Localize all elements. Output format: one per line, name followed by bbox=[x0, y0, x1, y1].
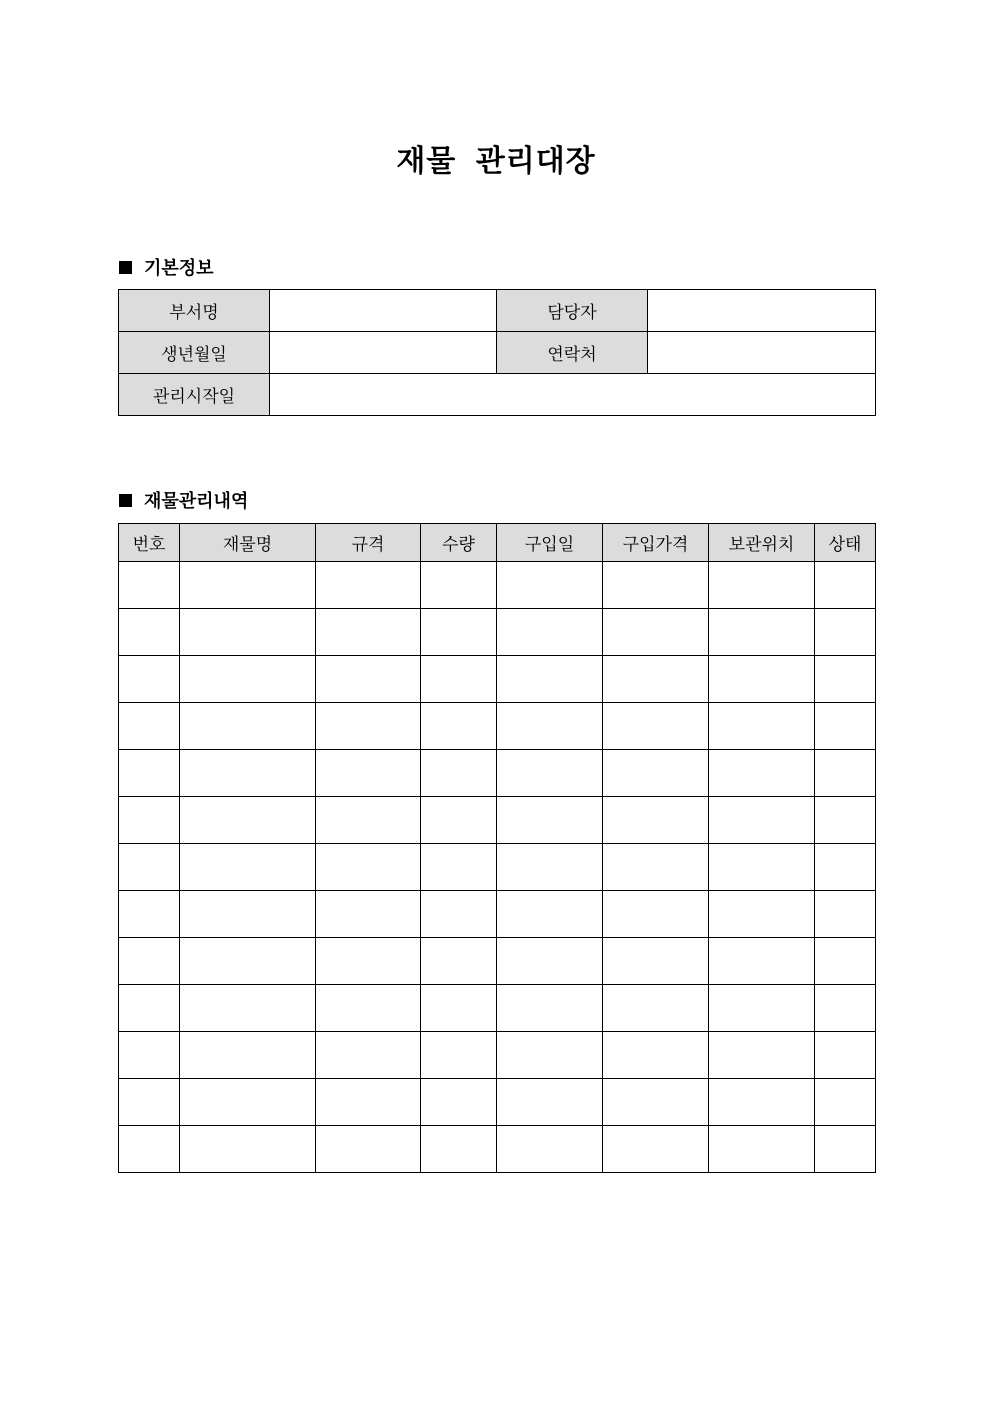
cell-status[interactable] bbox=[815, 891, 876, 938]
cell-spec[interactable] bbox=[316, 985, 421, 1032]
cell-spec[interactable] bbox=[316, 609, 421, 656]
table-row bbox=[119, 1032, 876, 1079]
table-row bbox=[119, 1126, 876, 1173]
cell-quantity[interactable] bbox=[421, 1032, 497, 1079]
cell-asset-name[interactable] bbox=[180, 750, 316, 797]
table-row bbox=[119, 656, 876, 703]
cell-quantity[interactable] bbox=[421, 609, 497, 656]
table-row bbox=[119, 562, 876, 609]
square-bullet-icon bbox=[119, 494, 132, 507]
cell-asset-name[interactable] bbox=[180, 1032, 316, 1079]
cell-number[interactable] bbox=[119, 750, 180, 797]
cell-purchase-date[interactable] bbox=[497, 1032, 603, 1079]
cell-asset-name[interactable] bbox=[180, 844, 316, 891]
cell-storage-location[interactable] bbox=[709, 985, 815, 1032]
cell-spec[interactable] bbox=[316, 1032, 421, 1079]
cell-purchase-price[interactable] bbox=[603, 891, 709, 938]
cell-quantity[interactable] bbox=[421, 797, 497, 844]
cell-asset-name[interactable] bbox=[180, 797, 316, 844]
cell-storage-location[interactable] bbox=[709, 891, 815, 938]
cell-quantity[interactable] bbox=[421, 1126, 497, 1173]
cell-spec[interactable] bbox=[316, 1126, 421, 1173]
cell-quantity[interactable] bbox=[421, 703, 497, 750]
basic-info-table bbox=[118, 289, 876, 416]
column-header-number: 번호 bbox=[119, 524, 180, 562]
cell-asset-name[interactable] bbox=[180, 1079, 316, 1126]
cell-spec[interactable] bbox=[316, 656, 421, 703]
department-field[interactable] bbox=[270, 290, 497, 332]
column-header-purchase-date: 구입일 bbox=[497, 524, 603, 562]
cell-purchase-price[interactable] bbox=[603, 985, 709, 1032]
cell-purchase-date[interactable] bbox=[497, 656, 603, 703]
column-header-asset-name: 재물명 bbox=[180, 524, 316, 562]
cell-status[interactable] bbox=[815, 985, 876, 1032]
cell-purchase-date[interactable] bbox=[497, 985, 603, 1032]
contact-label: 연락처 bbox=[497, 332, 648, 374]
cell-spec[interactable] bbox=[316, 844, 421, 891]
cell-quantity[interactable] bbox=[421, 1079, 497, 1126]
cell-spec[interactable] bbox=[316, 703, 421, 750]
cell-number[interactable] bbox=[119, 656, 180, 703]
cell-purchase-price[interactable] bbox=[603, 750, 709, 797]
cell-purchase-date[interactable] bbox=[497, 1079, 603, 1126]
cell-spec[interactable] bbox=[316, 938, 421, 985]
cell-asset-name[interactable] bbox=[180, 609, 316, 656]
cell-number[interactable] bbox=[119, 703, 180, 750]
table-row bbox=[119, 703, 876, 750]
table-row bbox=[119, 797, 876, 844]
cell-purchase-price[interactable] bbox=[603, 1032, 709, 1079]
start-date-label: 관리시작일 bbox=[119, 374, 270, 416]
basic-info-heading bbox=[119, 254, 214, 280]
cell-quantity[interactable] bbox=[421, 844, 497, 891]
cell-storage-location[interactable] bbox=[709, 1126, 815, 1173]
cell-purchase-date[interactable] bbox=[497, 891, 603, 938]
cell-purchase-date[interactable] bbox=[497, 703, 603, 750]
table-row bbox=[119, 609, 876, 656]
birthdate-field[interactable] bbox=[270, 332, 497, 374]
cell-asset-name[interactable] bbox=[180, 656, 316, 703]
square-bullet-icon bbox=[119, 261, 132, 274]
table-row bbox=[119, 750, 876, 797]
cell-spec[interactable] bbox=[316, 1079, 421, 1126]
cell-status[interactable] bbox=[815, 703, 876, 750]
cell-storage-location[interactable] bbox=[709, 609, 815, 656]
cell-status[interactable] bbox=[815, 750, 876, 797]
cell-number[interactable] bbox=[119, 844, 180, 891]
column-header-spec: 규격 bbox=[316, 524, 421, 562]
table-row bbox=[119, 891, 876, 938]
cell-number[interactable] bbox=[119, 609, 180, 656]
cell-spec[interactable] bbox=[316, 797, 421, 844]
cell-quantity[interactable] bbox=[421, 985, 497, 1032]
birthdate-label: 생년월일 bbox=[119, 332, 270, 374]
cell-status[interactable] bbox=[815, 1032, 876, 1079]
cell-status[interactable] bbox=[815, 797, 876, 844]
cell-quantity[interactable] bbox=[421, 891, 497, 938]
ledger-header-row bbox=[119, 524, 876, 562]
column-header-purchase-price: 구입가격 bbox=[603, 524, 709, 562]
cell-purchase-price[interactable] bbox=[603, 938, 709, 985]
cell-purchase-price[interactable] bbox=[603, 609, 709, 656]
cell-number[interactable] bbox=[119, 562, 180, 609]
cell-purchase-date[interactable] bbox=[497, 797, 603, 844]
cell-storage-location[interactable] bbox=[709, 938, 815, 985]
cell-purchase-price[interactable] bbox=[603, 562, 709, 609]
cell-spec[interactable] bbox=[316, 750, 421, 797]
cell-storage-location[interactable] bbox=[709, 1079, 815, 1126]
cell-number[interactable] bbox=[119, 891, 180, 938]
cell-purchase-price[interactable] bbox=[603, 1079, 709, 1126]
cell-purchase-date[interactable] bbox=[497, 609, 603, 656]
column-header-storage-location: 보관위치 bbox=[709, 524, 815, 562]
basic-info-heading-text: 기본정보 bbox=[144, 258, 214, 279]
cell-status[interactable] bbox=[815, 562, 876, 609]
document-title: 재물 관리대장 bbox=[396, 144, 596, 179]
cell-purchase-price[interactable] bbox=[603, 1126, 709, 1173]
cell-status[interactable] bbox=[815, 938, 876, 985]
cell-storage-location[interactable] bbox=[709, 797, 815, 844]
asset-ledger-table bbox=[118, 523, 876, 1173]
table-row bbox=[119, 985, 876, 1032]
manager-label: 담당자 bbox=[497, 290, 648, 332]
cell-purchase-price[interactable] bbox=[603, 844, 709, 891]
cell-storage-location[interactable] bbox=[709, 1032, 815, 1079]
manager-field[interactable] bbox=[648, 290, 876, 332]
cell-number[interactable] bbox=[119, 985, 180, 1032]
cell-status[interactable] bbox=[815, 1079, 876, 1126]
column-header-status: 상태 bbox=[815, 524, 876, 562]
cell-storage-location[interactable] bbox=[709, 750, 815, 797]
cell-number[interactable] bbox=[119, 1126, 180, 1173]
cell-purchase-date[interactable] bbox=[497, 750, 603, 797]
cell-number[interactable] bbox=[119, 797, 180, 844]
cell-number[interactable] bbox=[119, 1079, 180, 1126]
cell-status[interactable] bbox=[815, 609, 876, 656]
cell-number[interactable] bbox=[119, 938, 180, 985]
cell-spec[interactable] bbox=[316, 562, 421, 609]
cell-purchase-price[interactable] bbox=[603, 656, 709, 703]
cell-purchase-price[interactable] bbox=[603, 797, 709, 844]
ledger-heading-text: 재물관리내역 bbox=[144, 491, 249, 512]
table-row bbox=[119, 1079, 876, 1126]
cell-storage-location[interactable] bbox=[709, 703, 815, 750]
cell-number[interactable] bbox=[119, 1032, 180, 1079]
cell-asset-name[interactable] bbox=[180, 562, 316, 609]
cell-purchase-price[interactable] bbox=[603, 703, 709, 750]
ledger-heading bbox=[119, 487, 248, 513]
cell-storage-location[interactable] bbox=[709, 656, 815, 703]
cell-status[interactable] bbox=[815, 1126, 876, 1173]
cell-status[interactable] bbox=[815, 844, 876, 891]
cell-purchase-date[interactable] bbox=[497, 562, 603, 609]
cell-status[interactable] bbox=[815, 656, 876, 703]
cell-storage-location[interactable] bbox=[709, 844, 815, 891]
cell-purchase-date[interactable] bbox=[497, 938, 603, 985]
cell-asset-name[interactable] bbox=[180, 985, 316, 1032]
cell-storage-location[interactable] bbox=[709, 562, 815, 609]
cell-asset-name[interactable] bbox=[180, 1126, 316, 1173]
cell-purchase-date[interactable] bbox=[497, 1126, 603, 1173]
table-row bbox=[119, 844, 876, 891]
cell-quantity[interactable] bbox=[421, 656, 497, 703]
cell-quantity[interactable] bbox=[421, 562, 497, 609]
contact-field[interactable] bbox=[648, 332, 876, 374]
cell-quantity[interactable] bbox=[421, 750, 497, 797]
department-label: 부서명 bbox=[119, 290, 270, 332]
cell-spec[interactable] bbox=[316, 891, 421, 938]
start-date-field[interactable] bbox=[270, 374, 876, 416]
column-header-quantity: 수량 bbox=[421, 524, 497, 562]
cell-asset-name[interactable] bbox=[180, 703, 316, 750]
cell-purchase-date[interactable] bbox=[497, 844, 603, 891]
cell-quantity[interactable] bbox=[421, 938, 497, 985]
cell-asset-name[interactable] bbox=[180, 938, 316, 985]
table-row bbox=[119, 938, 876, 985]
cell-asset-name[interactable] bbox=[180, 891, 316, 938]
